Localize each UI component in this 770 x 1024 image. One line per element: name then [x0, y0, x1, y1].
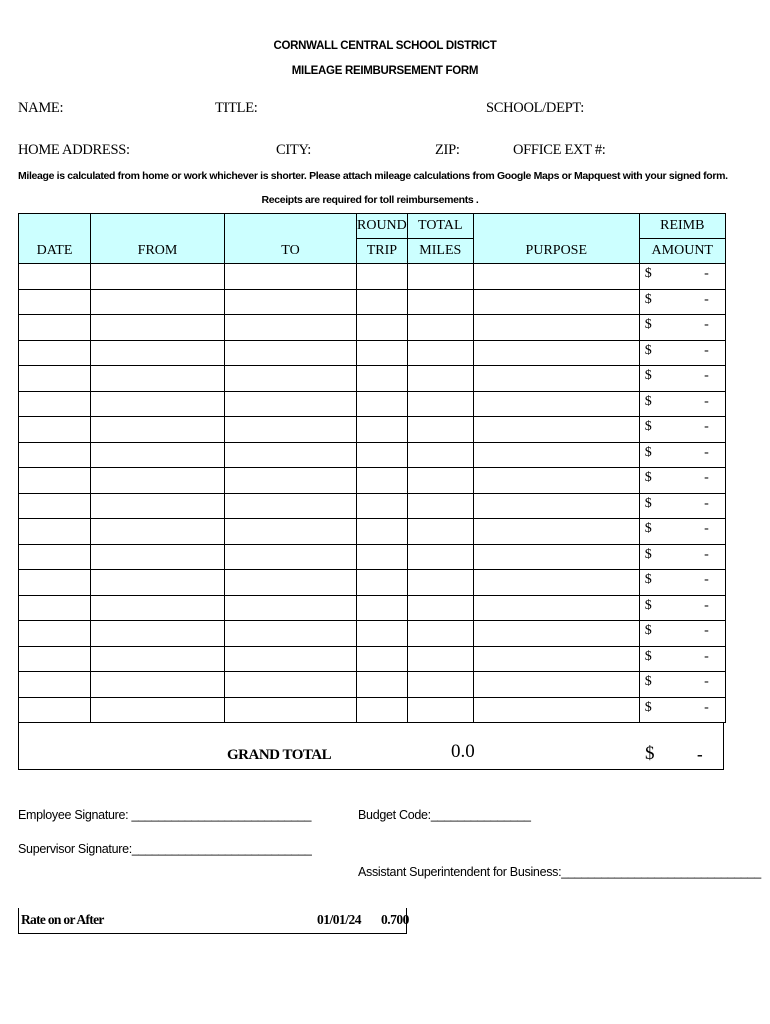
rate-value: 0.700 [381, 912, 409, 927]
date-cell[interactable] [19, 289, 91, 315]
mileage-note: Mileage is calculated from home or work whichever is shorter. Please attach mileage calculations from Google Maps or Mapquest with your signed form. [18, 170, 728, 182]
grand-total-amount: - [697, 745, 703, 764]
purpose-cell[interactable] [473, 315, 639, 341]
grand-total-row [18, 722, 724, 770]
purpose-cell[interactable] [473, 697, 639, 723]
purpose-cell[interactable] [473, 621, 639, 647]
currency-symbol: $ [644, 419, 652, 434]
purpose-cell[interactable] [473, 391, 639, 417]
date-cell[interactable] [19, 493, 91, 519]
date-cell[interactable] [19, 621, 91, 647]
purpose-cell[interactable] [473, 366, 639, 392]
total-miles-cell[interactable] [407, 544, 473, 570]
table-row [19, 570, 726, 596]
column-from: FROM [91, 214, 225, 264]
total-miles-cell[interactable] [407, 519, 473, 545]
currency-symbol: $ [644, 266, 652, 281]
to-cell[interactable] [225, 646, 357, 672]
amount-value: - [704, 546, 709, 562]
table-row [19, 442, 726, 468]
column-to: TO [225, 214, 357, 264]
title-label: TITLE: [215, 100, 258, 116]
table-row [19, 289, 726, 315]
currency-symbol: $ [644, 317, 652, 332]
purpose-cell[interactable] [473, 570, 639, 596]
column-total-miles-top: TOTAL [407, 214, 473, 239]
amount-value: - [704, 597, 709, 613]
currency-symbol: $ [644, 368, 652, 383]
date-cell[interactable] [19, 468, 91, 494]
reimb-amount-cell [639, 366, 725, 392]
total-miles-cell[interactable] [407, 646, 473, 672]
round-trip-cell[interactable] [357, 570, 408, 596]
grand-total-currency: $ [645, 743, 655, 764]
round-trip-cell[interactable] [357, 646, 408, 672]
table-row [19, 366, 726, 392]
amount-value: - [704, 470, 709, 485]
round-trip-cell[interactable] [357, 621, 408, 647]
currency-symbol: $ [644, 546, 652, 562]
currency-symbol: $ [644, 444, 652, 460]
zip-label: ZIP: [435, 142, 460, 158]
total-miles-cell[interactable] [407, 621, 473, 647]
purpose-cell[interactable] [473, 595, 639, 621]
purpose-cell[interactable] [473, 493, 639, 519]
to-cell[interactable] [225, 519, 357, 545]
date-cell[interactable] [19, 544, 91, 570]
round-trip-cell[interactable] [357, 519, 408, 545]
total-miles-cell[interactable] [407, 417, 473, 443]
round-trip-cell[interactable] [357, 315, 408, 341]
round-trip-cell[interactable] [357, 493, 408, 519]
round-trip-cell[interactable] [357, 544, 408, 570]
purpose-cell[interactable] [473, 646, 639, 672]
currency-symbol: $ [644, 291, 652, 307]
total-miles-cell[interactable] [407, 391, 473, 417]
reimb-amount-cell [639, 315, 725, 341]
purpose-cell[interactable] [473, 672, 639, 698]
reimb-amount-cell [639, 417, 725, 443]
rate-box [18, 908, 407, 934]
round-trip-cell[interactable] [357, 391, 408, 417]
column-reimb-amount-bottom: AMOUNT [639, 239, 725, 264]
form-header-title: MILEAGE REIMBURSEMENT FORM [291, 65, 479, 77]
purpose-cell[interactable] [473, 417, 639, 443]
currency-symbol: $ [644, 699, 652, 715]
round-trip-cell[interactable] [357, 697, 408, 723]
from-cell[interactable] [91, 289, 225, 315]
to-cell[interactable] [225, 340, 357, 366]
currency-symbol: $ [644, 623, 652, 638]
date-cell[interactable] [19, 340, 91, 366]
reimb-amount-cell [639, 646, 725, 672]
amount-value: - [704, 572, 709, 587]
from-cell[interactable] [91, 646, 225, 672]
round-trip-cell[interactable] [357, 340, 408, 366]
table-row [19, 340, 726, 366]
from-cell[interactable] [91, 570, 225, 596]
column-round-trip-top: ROUND [357, 214, 408, 239]
reimb-amount-cell [639, 468, 725, 494]
to-cell[interactable] [225, 264, 357, 290]
table-row [19, 595, 726, 621]
from-cell[interactable] [91, 340, 225, 366]
grand-total-miles: 0.0 [451, 741, 475, 762]
amount-value: - [704, 444, 709, 460]
table-row [19, 417, 726, 443]
amount-value: - [704, 266, 709, 281]
total-miles-cell[interactable] [407, 289, 473, 315]
to-cell[interactable] [225, 391, 357, 417]
round-trip-cell[interactable] [357, 289, 408, 315]
table-row [19, 672, 726, 698]
purpose-cell[interactable] [473, 468, 639, 494]
from-cell[interactable] [91, 391, 225, 417]
receipts-note: Receipts are required for toll reimbursements . [261, 194, 479, 206]
table-row [19, 493, 726, 519]
from-cell[interactable] [91, 264, 225, 290]
amount-value: - [704, 623, 709, 638]
total-miles-cell[interactable] [407, 264, 473, 290]
purpose-cell[interactable] [473, 442, 639, 468]
purpose-cell[interactable] [473, 519, 639, 545]
table-row [19, 544, 726, 570]
amount-value: - [704, 674, 709, 689]
from-cell[interactable] [91, 519, 225, 545]
round-trip-cell[interactable] [357, 672, 408, 698]
to-cell[interactable] [225, 289, 357, 315]
round-trip-cell[interactable] [357, 468, 408, 494]
date-cell[interactable] [19, 595, 91, 621]
supervisor-signature-line[interactable]: Supervisor Signature:___________________________ [18, 842, 312, 856]
column-round-trip-bottom: TRIP [357, 239, 408, 264]
reimb-amount-cell [639, 519, 725, 545]
reimb-amount-cell [639, 544, 725, 570]
from-cell[interactable] [91, 493, 225, 519]
amount-value: - [704, 291, 709, 307]
currency-symbol: $ [644, 342, 652, 358]
to-cell[interactable] [225, 570, 357, 596]
amount-value: - [704, 648, 709, 664]
reimb-amount-cell [639, 621, 725, 647]
budget-code-line[interactable]: Budget Code:_______________ [358, 808, 531, 822]
reimb-amount-cell [639, 289, 725, 315]
to-cell[interactable] [225, 417, 357, 443]
total-miles-cell[interactable] [407, 570, 473, 596]
purpose-cell[interactable] [473, 289, 639, 315]
reimb-amount-cell [639, 570, 725, 596]
date-cell[interactable] [19, 672, 91, 698]
date-cell[interactable] [19, 697, 91, 723]
reimb-amount-cell [639, 672, 725, 698]
table-row [19, 697, 726, 723]
to-cell[interactable] [225, 672, 357, 698]
name-label: NAME: [18, 100, 64, 116]
amount-value: - [704, 495, 709, 511]
to-cell[interactable] [225, 315, 357, 341]
amount-value: - [704, 393, 709, 409]
purpose-cell[interactable] [473, 340, 639, 366]
total-miles-cell[interactable] [407, 468, 473, 494]
date-cell[interactable] [19, 417, 91, 443]
to-cell[interactable] [225, 468, 357, 494]
table-row [19, 621, 726, 647]
column-purpose: PURPOSE [473, 214, 639, 264]
from-cell[interactable] [91, 672, 225, 698]
purpose-cell[interactable] [473, 264, 639, 290]
to-cell[interactable] [225, 442, 357, 468]
to-cell[interactable] [225, 544, 357, 570]
to-cell[interactable] [225, 493, 357, 519]
total-miles-cell[interactable] [407, 340, 473, 366]
date-cell[interactable] [19, 442, 91, 468]
from-cell[interactable] [91, 621, 225, 647]
currency-symbol: $ [644, 572, 652, 587]
employee-signature-line[interactable]: Employee Signature: ___________________________ [18, 808, 312, 822]
amount-value: - [704, 368, 709, 383]
grand-total-label: GRAND TOTAL [227, 747, 332, 763]
amount-value: - [704, 521, 709, 536]
total-miles-cell[interactable] [407, 315, 473, 341]
from-cell[interactable] [91, 417, 225, 443]
date-cell[interactable] [19, 315, 91, 341]
total-miles-cell[interactable] [407, 697, 473, 723]
table-row [19, 315, 726, 341]
from-cell[interactable] [91, 468, 225, 494]
amount-value: - [704, 699, 709, 715]
date-cell[interactable] [19, 570, 91, 596]
round-trip-cell[interactable] [357, 366, 408, 392]
round-trip-cell[interactable] [357, 595, 408, 621]
table-header-row-top [19, 214, 726, 239]
total-miles-cell[interactable] [407, 366, 473, 392]
assistant-superintendent-line[interactable]: Assistant Superintendent for Business:______________________________ [358, 865, 761, 879]
school-dept-label: SCHOOL/DEPT: [486, 100, 584, 116]
from-cell[interactable] [91, 315, 225, 341]
table-row [19, 391, 726, 417]
reimb-amount-cell [639, 391, 725, 417]
date-cell[interactable] [19, 519, 91, 545]
total-miles-cell[interactable] [407, 493, 473, 519]
date-cell[interactable] [19, 646, 91, 672]
round-trip-cell[interactable] [357, 417, 408, 443]
amount-value: - [704, 317, 709, 332]
reimb-amount-cell [639, 493, 725, 519]
reimb-amount-cell [639, 340, 725, 366]
rate-date: 01/01/24 [317, 912, 362, 927]
rate-label: Rate on or After [21, 912, 104, 927]
date-cell[interactable] [19, 391, 91, 417]
currency-symbol: $ [644, 597, 652, 613]
home-address-label: HOME ADDRESS: [18, 142, 130, 158]
total-miles-cell[interactable] [407, 595, 473, 621]
mileage-table [18, 213, 726, 723]
table-row [19, 264, 726, 290]
purpose-cell[interactable] [473, 544, 639, 570]
column-reimb-amount-top: REIMB [639, 214, 725, 239]
to-cell[interactable] [225, 621, 357, 647]
currency-symbol: $ [644, 470, 652, 485]
currency-symbol: $ [644, 648, 652, 664]
to-cell[interactable] [225, 366, 357, 392]
form-header-district: CORNWALL CENTRAL SCHOOL DISTRICT [273, 40, 497, 52]
currency-symbol: $ [644, 521, 652, 536]
amount-value: - [704, 419, 709, 434]
currency-symbol: $ [644, 495, 652, 511]
round-trip-cell[interactable] [357, 264, 408, 290]
total-miles-cell[interactable] [407, 442, 473, 468]
to-cell[interactable] [225, 697, 357, 723]
to-cell[interactable] [225, 595, 357, 621]
table-row [19, 519, 726, 545]
reimb-amount-cell [639, 264, 725, 290]
table-row [19, 468, 726, 494]
reimb-amount-cell [639, 697, 725, 723]
reimb-amount-cell [639, 595, 725, 621]
from-cell[interactable] [91, 544, 225, 570]
office-ext-label: OFFICE EXT #: [513, 142, 606, 158]
date-cell[interactable] [19, 264, 91, 290]
reimb-amount-cell [639, 442, 725, 468]
amount-value: - [704, 342, 709, 358]
from-cell[interactable] [91, 595, 225, 621]
column-date: DATE [19, 214, 91, 264]
column-total-miles-bottom: MILES [407, 239, 473, 264]
currency-symbol: $ [644, 674, 652, 689]
from-cell[interactable] [91, 442, 225, 468]
currency-symbol: $ [644, 393, 652, 409]
total-miles-cell[interactable] [407, 672, 473, 698]
city-label: CITY: [276, 142, 312, 158]
date-cell[interactable] [19, 366, 91, 392]
from-cell[interactable] [91, 697, 225, 723]
table-row [19, 646, 726, 672]
from-cell[interactable] [91, 366, 225, 392]
round-trip-cell[interactable] [357, 442, 408, 468]
